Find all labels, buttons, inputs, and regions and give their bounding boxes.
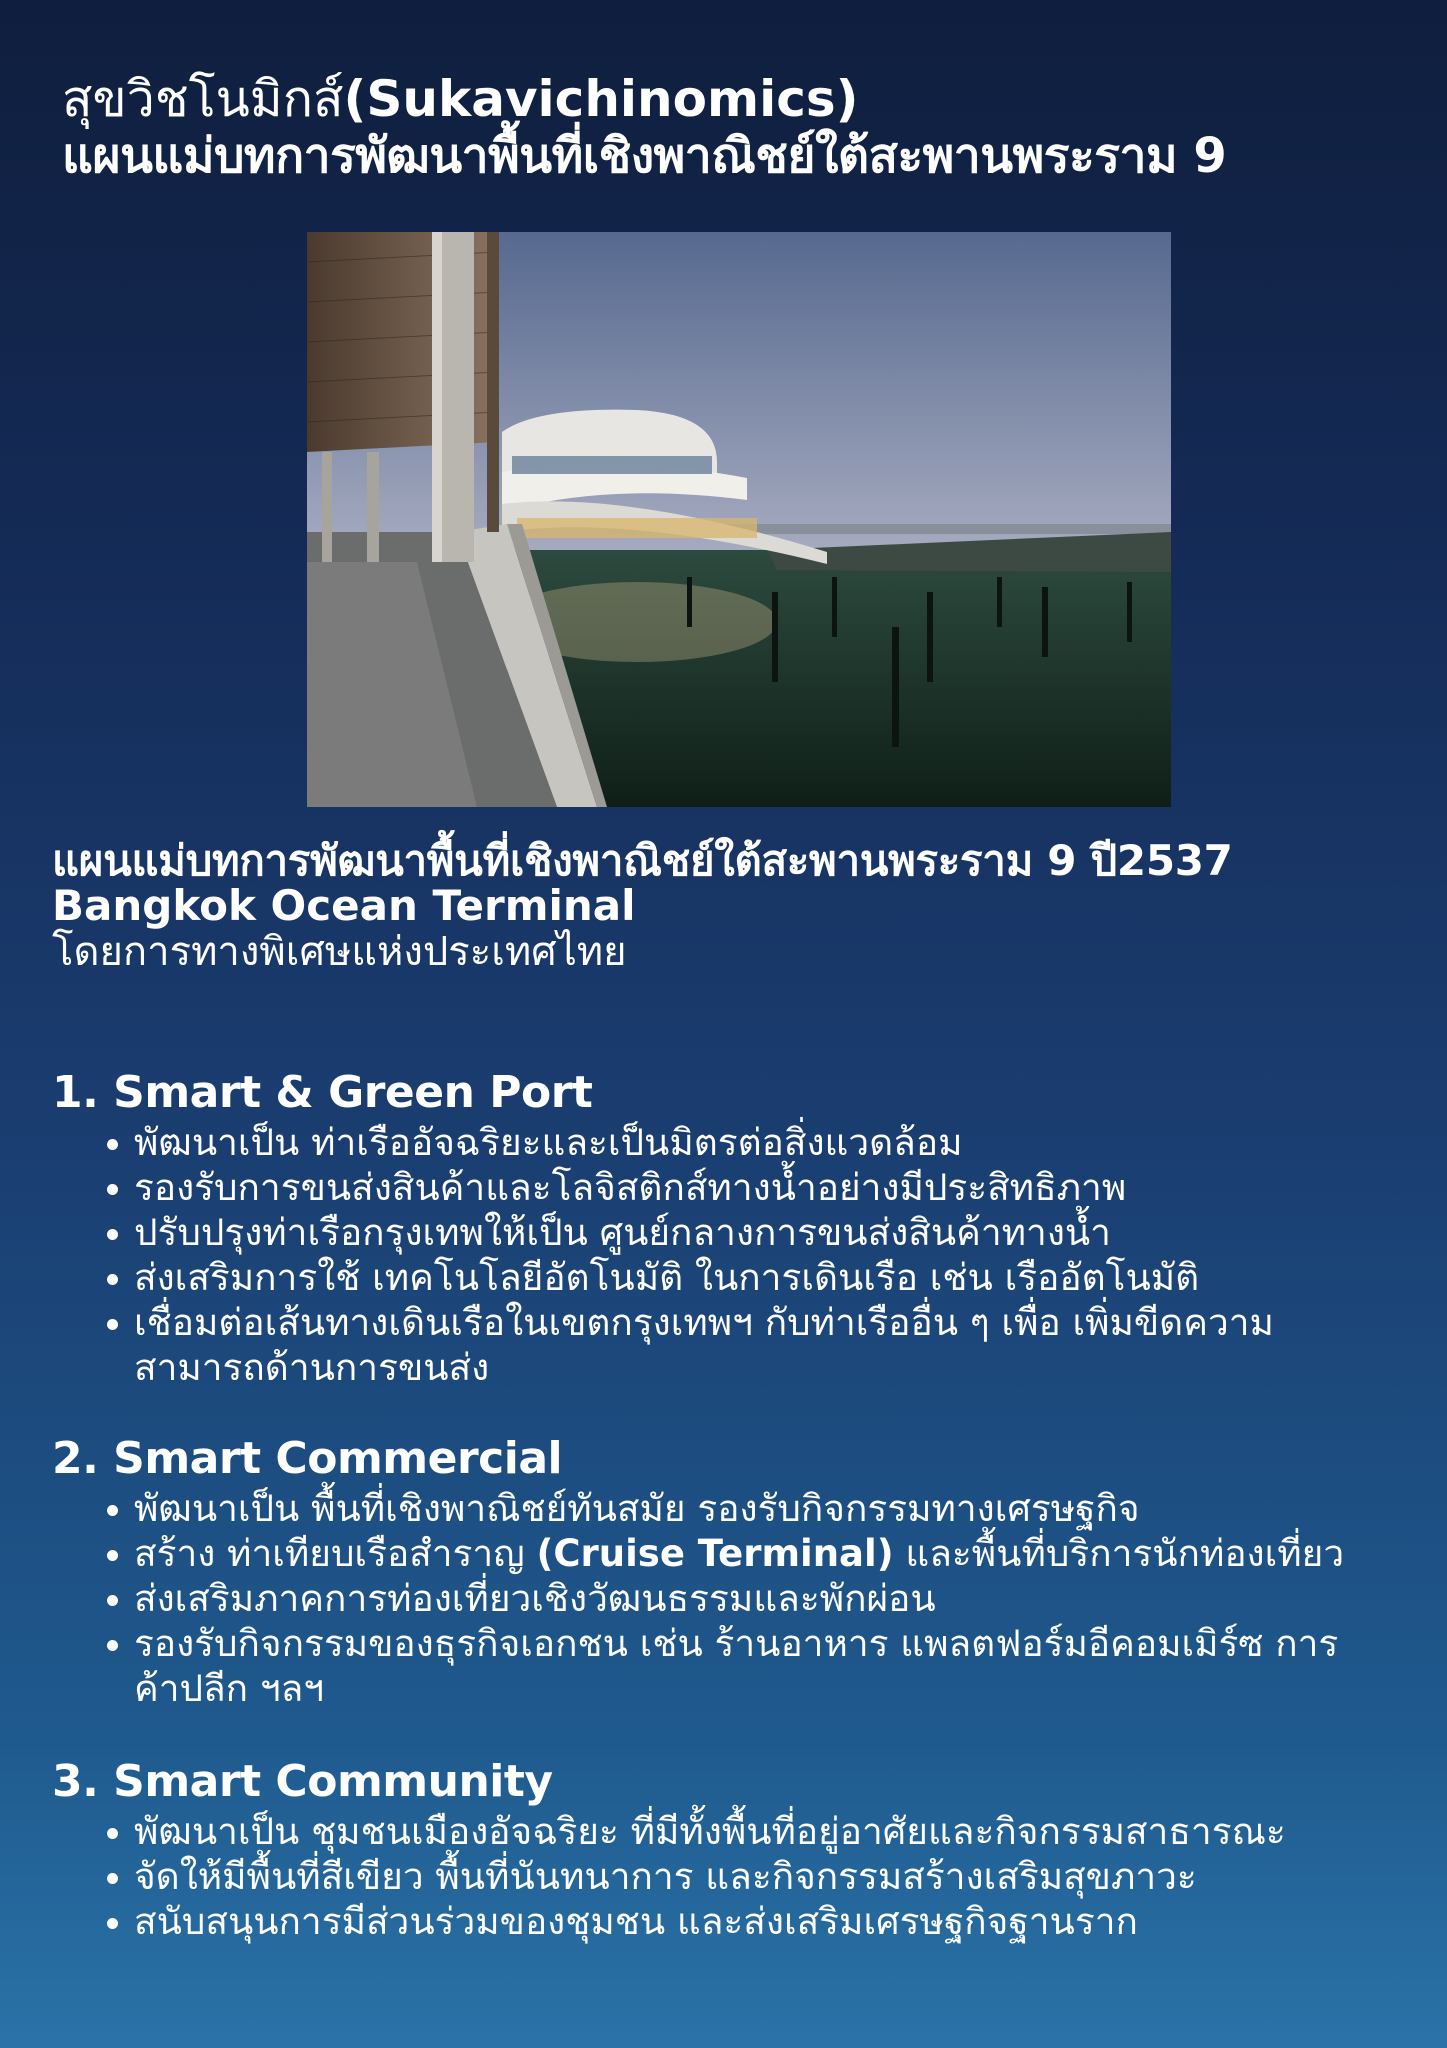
list-item: พัฒนาเป็น พื้นที่เชิงพาณิชย์ทันสมัย รองรับกิจกรรมทางเศรษฐกิจ bbox=[134, 1486, 1442, 1531]
section-heading: 2. Smart Commercial bbox=[52, 1433, 563, 1484]
list-item: รองรับกิจกรรมของธุรกิจเอกชน เช่น ร้านอาหาร แพลตฟอร์มอีคอมเมิร์ซ การ ค้าปลีก ฯลฯ bbox=[134, 1621, 1442, 1711]
bullet-icon bbox=[107, 1505, 118, 1516]
bullet-icon bbox=[107, 1274, 118, 1285]
title-thai: สุขวิชโนมิกส์ bbox=[62, 70, 344, 128]
list-item: พัฒนาเป็น ท่าเรืออัจฉริยะและเป็นมิตรต่อสิ่งแวดล้อม bbox=[134, 1120, 1442, 1165]
list-item: รองรับการขนส่งสินค้าและโลจิสติกส์ทางน้ำอย่างมีประสิทธิภาพ bbox=[134, 1165, 1442, 1210]
bullet-icon bbox=[107, 1184, 118, 1195]
bullet-icon bbox=[107, 1873, 118, 1884]
title-line-2: แผนแม่บทการพัฒนาพื้นที่เชิงพาณิชย์ใต้สะพานพระราม 9 bbox=[62, 128, 1227, 184]
project-title: แผนแม่บทการพัฒนาพื้นที่เชิงพาณิชย์ใต้สะพานพระราม 9 ปี2537 bbox=[52, 836, 1233, 885]
bullet-list bbox=[52, 1809, 1442, 1944]
section-smart-green-port bbox=[52, 1066, 1442, 1390]
bullet-icon bbox=[107, 1319, 118, 1330]
terminal-photo-illustration bbox=[307, 232, 1171, 807]
section-smart-community bbox=[52, 1755, 1442, 1944]
bullet-icon bbox=[107, 1229, 118, 1240]
page-title bbox=[62, 70, 1422, 184]
list-item: ปรับปรุงท่าเรือกรุงเทพให้เป็น ศูนย์กลางการขนส่งสินค้าทางน้ำ bbox=[134, 1210, 1442, 1255]
list-item: ส่งเสริมการใช้ เทคโนโลยีอัตโนมัติ ในการเดินเรือ เช่น เรืออัตโนมัติ bbox=[134, 1255, 1442, 1300]
bullet-icon bbox=[107, 1595, 118, 1606]
section-heading: 3. Smart Community bbox=[52, 1756, 553, 1807]
project-name: Bangkok Ocean Terminal bbox=[52, 881, 636, 930]
list-item: เชื่อมต่อเส้นทางเดินเรือในเขตกรุงเทพฯ กับท่าเรืออื่น ๆ เพื่อ เพิ่มขีดความ สามารถด้านการขนส่ง bbox=[134, 1300, 1442, 1390]
cruise-terminal-label: (Cruise Terminal) bbox=[536, 1532, 894, 1575]
bullet-icon bbox=[107, 1828, 118, 1839]
bullet-list bbox=[52, 1486, 1442, 1711]
project-info bbox=[52, 838, 1432, 976]
title-english: (Sukavichinomics) bbox=[343, 70, 859, 128]
bullet-icon bbox=[107, 1640, 118, 1651]
section-heading: 1. Smart & Green Port bbox=[52, 1067, 593, 1118]
bullet-icon bbox=[107, 1139, 118, 1150]
bullet-icon bbox=[107, 1918, 118, 1929]
project-owner: โดยการทางพิเศษแห่งประเทศไทย bbox=[52, 929, 627, 975]
bullet-list bbox=[52, 1120, 1442, 1390]
title-line-1 bbox=[62, 70, 1422, 128]
list-item: สนับสนุนการมีส่วนร่วมของชุมชน และส่งเสริมเศรษฐกิจฐานราก bbox=[134, 1899, 1442, 1944]
list-item: สร้าง ท่าเทียบเรือสำราญ (Cruise Terminal) และพื้นที่บริการนักท่องเที่ยว bbox=[134, 1531, 1442, 1576]
section-smart-commercial bbox=[52, 1432, 1442, 1711]
hero-photo bbox=[307, 232, 1171, 807]
list-item: จัดให้มีพื้นที่สีเขียว พื้นที่นันทนาการ และกิจกรรมสร้างเสริมสุขภาวะ bbox=[134, 1854, 1442, 1899]
list-item-continuation: สามารถด้านการขนส่ง bbox=[134, 1346, 490, 1389]
list-item-continuation: ค้าปลีก ฯลฯ bbox=[134, 1667, 325, 1710]
list-item: พัฒนาเป็น ชุมชนเมืองอัจฉริยะ ที่มีทั้งพื้นที่อยู่อาศัยและกิจกรรมสาธารณะ bbox=[134, 1809, 1442, 1854]
list-item: ส่งเสริมภาคการท่องเที่ยวเชิงวัฒนธรรมและพักผ่อน bbox=[134, 1576, 1442, 1621]
bullet-icon bbox=[107, 1550, 118, 1561]
